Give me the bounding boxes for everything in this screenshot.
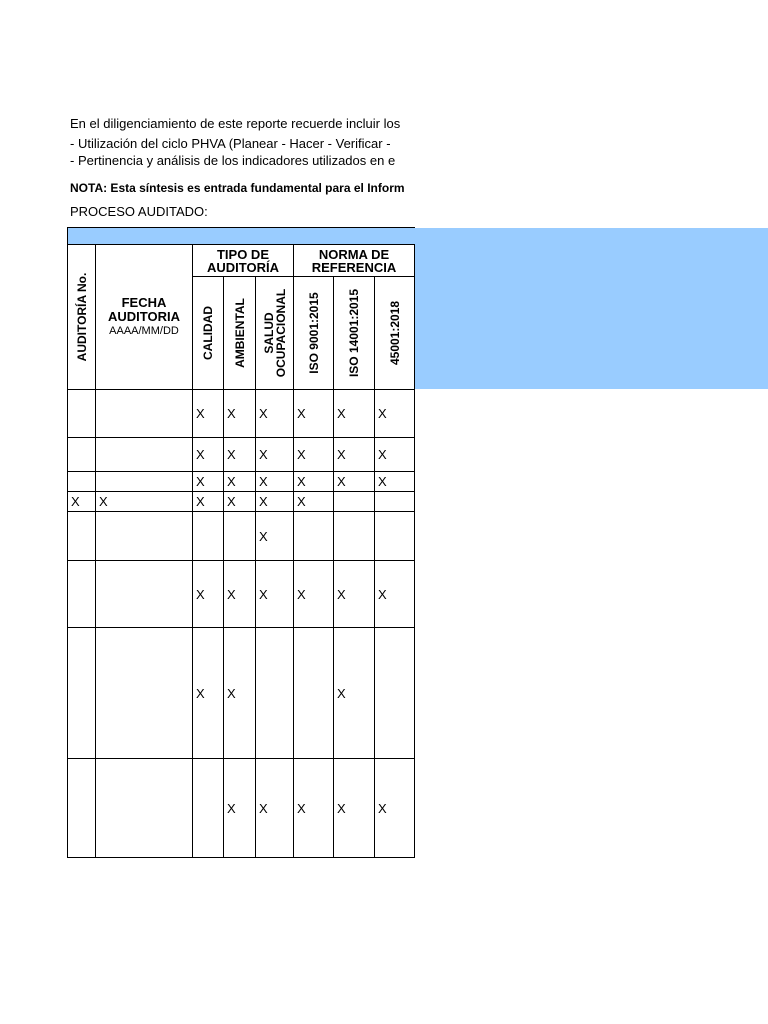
table-cell[interactable] bbox=[68, 472, 96, 492]
table-cell[interactable]: X bbox=[256, 390, 294, 438]
instructions-line-1: En el diligenciamiento de este reporte recuerde incluir los bbox=[70, 116, 401, 131]
audited-process-label: PROCESO AUDITADO: bbox=[70, 204, 208, 219]
table-cell[interactable] bbox=[375, 628, 415, 759]
table-cell[interactable] bbox=[193, 512, 224, 561]
table-cell[interactable]: X bbox=[334, 561, 375, 628]
table-cell[interactable]: X bbox=[334, 472, 375, 492]
table-row bbox=[68, 492, 415, 512]
instructions-line-2: - Utilización del ciclo PHVA (Planear - Hacer - Verificar - bbox=[70, 136, 391, 151]
table-cell[interactable] bbox=[193, 759, 224, 858]
table-row bbox=[68, 759, 415, 858]
table-cell[interactable]: X bbox=[193, 492, 224, 512]
table-cell[interactable]: X bbox=[224, 561, 256, 628]
ocupacional-label: OCUPACIONAL bbox=[273, 288, 288, 378]
table-cell[interactable]: X bbox=[256, 438, 294, 472]
table-cell[interactable] bbox=[68, 759, 96, 858]
table-cell[interactable] bbox=[334, 492, 375, 512]
table-cell[interactable] bbox=[294, 512, 334, 561]
table-cell[interactable]: X bbox=[294, 759, 334, 858]
table-cell[interactable] bbox=[96, 390, 193, 438]
table-cell[interactable]: X bbox=[193, 628, 224, 759]
table-row bbox=[68, 512, 415, 561]
table-row bbox=[68, 561, 415, 628]
table-cell[interactable]: X bbox=[375, 390, 415, 438]
norma-referencia-header: NORMA DE REFERENCIA bbox=[294, 245, 415, 277]
table-cell[interactable] bbox=[375, 512, 415, 561]
table-cell[interactable] bbox=[294, 628, 334, 759]
table-cell[interactable]: X bbox=[334, 438, 375, 472]
table-row bbox=[68, 472, 415, 492]
iso-45001-header bbox=[375, 277, 415, 390]
calidad-label: CALIDAD bbox=[201, 306, 215, 360]
audit-summary-table bbox=[67, 227, 415, 858]
table-cell[interactable]: X bbox=[375, 759, 415, 858]
table-cell[interactable]: X bbox=[294, 472, 334, 492]
table-cell[interactable]: X bbox=[96, 492, 193, 512]
table-cell[interactable]: X bbox=[375, 472, 415, 492]
table-row bbox=[68, 390, 415, 438]
table-cell[interactable] bbox=[96, 628, 193, 759]
calidad-header bbox=[193, 277, 224, 390]
table-cell[interactable] bbox=[68, 438, 96, 472]
fecha-label: FECHA AUDITORIA bbox=[108, 295, 180, 324]
table-cell[interactable]: X bbox=[375, 561, 415, 628]
table-cell[interactable]: X bbox=[334, 390, 375, 438]
header-highlight-band bbox=[414, 228, 768, 389]
auditoria-no-label: AUDITORÍA No. bbox=[74, 272, 89, 362]
auditoria-no-header bbox=[68, 245, 96, 390]
table-header-row bbox=[68, 245, 415, 277]
iso-9001-header bbox=[294, 277, 334, 390]
iso-45001-label: 45001:2018 bbox=[387, 300, 402, 366]
iso-14001-label: ISO 14001:2015 bbox=[347, 288, 361, 378]
table-band-row bbox=[68, 228, 415, 245]
table-cell[interactable]: X bbox=[193, 390, 224, 438]
table-cell[interactable]: X bbox=[224, 390, 256, 438]
ambiental-label: AMBIENTAL bbox=[232, 298, 247, 368]
table-cell[interactable]: X bbox=[294, 561, 334, 628]
ambiental-header bbox=[224, 277, 256, 390]
table-cell[interactable] bbox=[96, 512, 193, 561]
table-cell[interactable]: X bbox=[193, 438, 224, 472]
table-cell[interactable]: X bbox=[256, 512, 294, 561]
table-cell[interactable]: X bbox=[224, 759, 256, 858]
table-cell[interactable]: X bbox=[334, 759, 375, 858]
fecha-format: AAAA/MM/DD bbox=[109, 325, 179, 337]
table-cell[interactable] bbox=[224, 512, 256, 561]
table-cell[interactable]: X bbox=[256, 561, 294, 628]
table-band-cell bbox=[68, 228, 415, 245]
table-cell[interactable]: X bbox=[294, 438, 334, 472]
table-cell[interactable] bbox=[96, 472, 193, 492]
table-row bbox=[68, 628, 415, 759]
table-cell[interactable] bbox=[96, 561, 193, 628]
table-cell[interactable]: X bbox=[334, 628, 375, 759]
iso-14001-header bbox=[334, 277, 375, 390]
table-cell[interactable] bbox=[334, 512, 375, 561]
salud-ocupacional-header bbox=[256, 277, 294, 390]
table-cell[interactable]: X bbox=[294, 390, 334, 438]
table-cell[interactable]: X bbox=[256, 759, 294, 858]
table-cell[interactable]: X bbox=[294, 492, 334, 512]
table-cell[interactable]: X bbox=[224, 438, 256, 472]
note-text: NOTA: Esta síntesis es entrada fundamental para el Inform bbox=[70, 181, 405, 195]
table-cell[interactable]: X bbox=[256, 492, 294, 512]
table-cell[interactable]: X bbox=[375, 438, 415, 472]
iso-9001-label: ISO 9001:2015 bbox=[306, 292, 321, 374]
table-row bbox=[68, 438, 415, 472]
table-cell[interactable] bbox=[68, 390, 96, 438]
table-cell[interactable]: X bbox=[224, 628, 256, 759]
table-cell[interactable] bbox=[68, 628, 96, 759]
table-cell[interactable]: X bbox=[256, 472, 294, 492]
table-cell[interactable] bbox=[68, 512, 96, 561]
table-cell[interactable]: X bbox=[224, 472, 256, 492]
table-cell[interactable] bbox=[256, 628, 294, 759]
table-cell[interactable]: X bbox=[224, 492, 256, 512]
table-cell[interactable]: X bbox=[68, 492, 96, 512]
table-cell[interactable]: X bbox=[193, 561, 224, 628]
table-cell[interactable]: X bbox=[193, 472, 224, 492]
table-cell[interactable] bbox=[375, 492, 415, 512]
instructions-line-3: - Pertinencia y análisis de los indicadores utilizados en e bbox=[70, 153, 396, 168]
fecha-header bbox=[96, 245, 193, 390]
salud-ocupacional-label bbox=[263, 289, 287, 377]
table-cell[interactable] bbox=[68, 561, 96, 628]
tipo-auditoria-header: TIPO DE AUDITORÍA bbox=[193, 245, 294, 277]
table-cell[interactable] bbox=[96, 759, 193, 858]
table-cell[interactable] bbox=[96, 438, 193, 472]
salud-label: SALUD bbox=[261, 312, 276, 354]
